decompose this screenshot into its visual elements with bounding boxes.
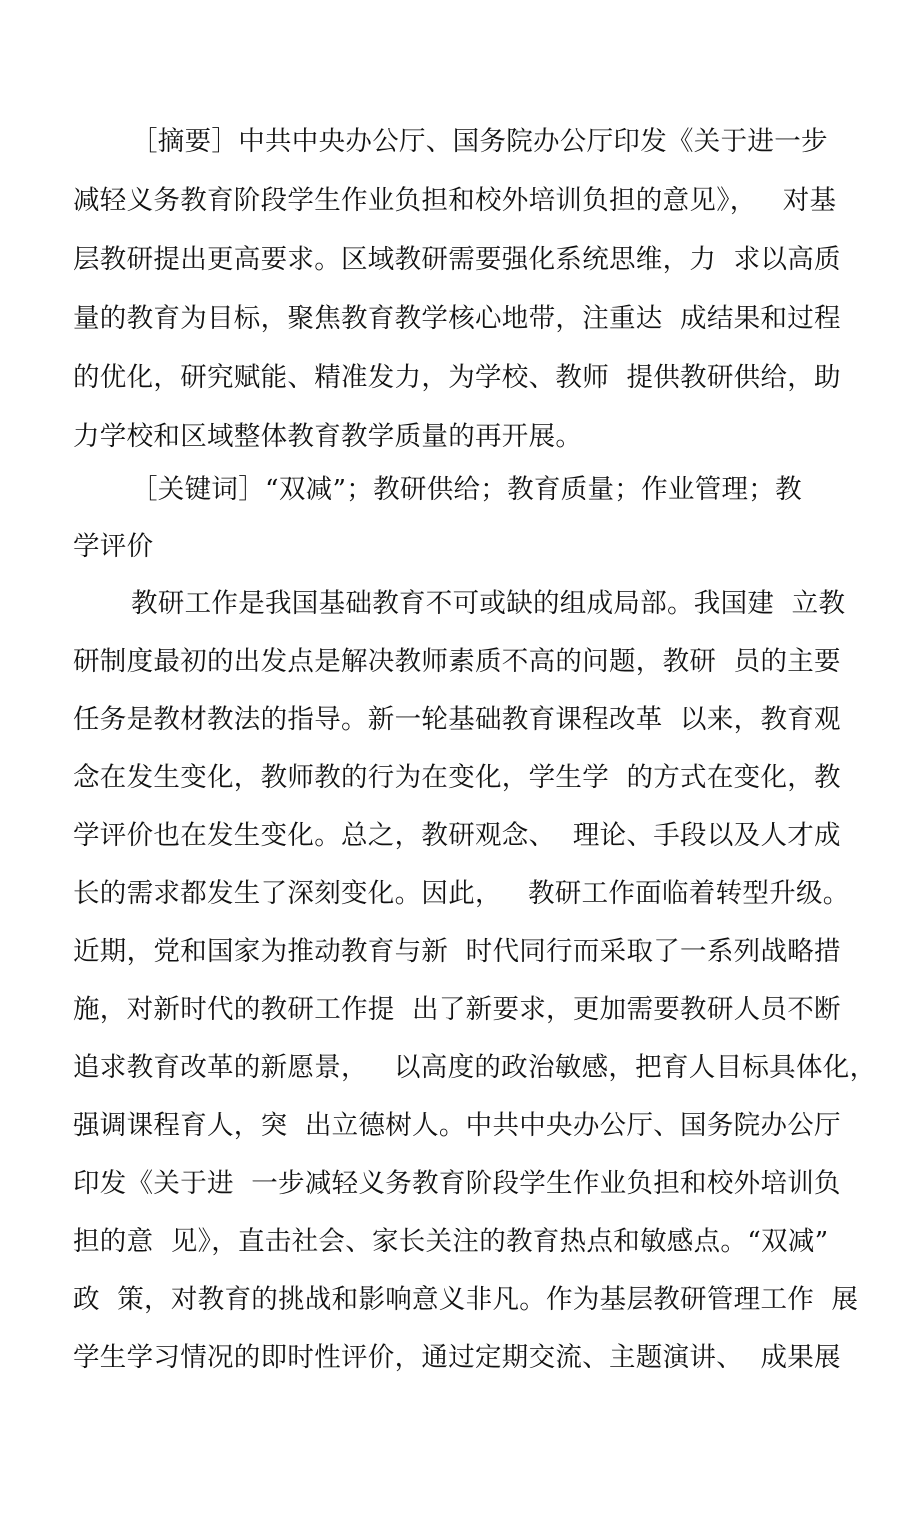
abstract-line: 量的教育为目标，聚焦教育教学核心地带，注重达 成结果和过程	[73, 303, 841, 334]
body-line: 施，对新时代的教研工作提 出了新要求，更加需要教研人员不断	[73, 994, 841, 1025]
body-line: 长的需求都发生了深刻变化。因此， 教研工作面临着转型升级。	[73, 878, 850, 909]
body-line: 任务是教材教法的指导。新一轮基础教育课程改革 以来，教育观	[73, 704, 841, 735]
abstract-line: 减轻义务教育阶段学生作业负担和校外培训负担的意见》， 对基	[73, 185, 837, 216]
body-line: 近期，党和国家为推动教育与新 时代同行而采取了一系列战略措	[73, 936, 841, 967]
body-line: 强调课程育人，突 出立德树人。中共中央办公厅、国务院办公厅	[73, 1110, 841, 1141]
abstract-line: ［摘要］中共中央办公厅、国务院办公厅印发《关于进一步	[131, 126, 828, 157]
keywords-line: ［关键词］“双减”；教研供给；教育质量；作业管理；教	[131, 474, 802, 505]
body-line: 政 策，对教育的挑战和影响意义非凡。作为基层教研管理工作 展	[73, 1284, 859, 1315]
body-line: 追求教育改革的新愿景， 以高度的政治敏感，把育人目标具体化，	[73, 1052, 877, 1083]
body-line: 研制度最初的出发点是解决教师素质不高的问题，教研 员的主要	[73, 646, 841, 677]
body-line: 教研工作是我国基础教育不可或缺的组成局部。我国建 立教	[131, 588, 846, 619]
body-line: 学生学习情况的即时性评价，通过定期交流、主题演讲、 成果展	[73, 1342, 841, 1373]
abstract-line: 层教研提出更高要求。区域教研需要强化系统思维，力 求以高质	[73, 244, 841, 275]
abstract-line: 的优化，研究赋能、精准发力，为学校、教师 提供教研供给，助	[73, 362, 841, 393]
abstract-line: 力学校和区域整体教育教学质量的再开展。	[73, 421, 583, 452]
keywords-line: 学评价	[73, 531, 154, 562]
body-line: 念在发生变化，教师教的行为在变化，学生学 的方式在变化，教	[73, 762, 841, 793]
body-line: 担的意 见》，直击社会、家长关注的教育热点和敏感点。“双减”	[73, 1226, 829, 1257]
body-line: 学评价也在发生变化。总之，教研观念、 理论、手段以及人才成	[73, 820, 841, 851]
body-line: 印发《关于进 一步减轻义务教育阶段学生作业负担和校外培训负	[73, 1168, 841, 1199]
